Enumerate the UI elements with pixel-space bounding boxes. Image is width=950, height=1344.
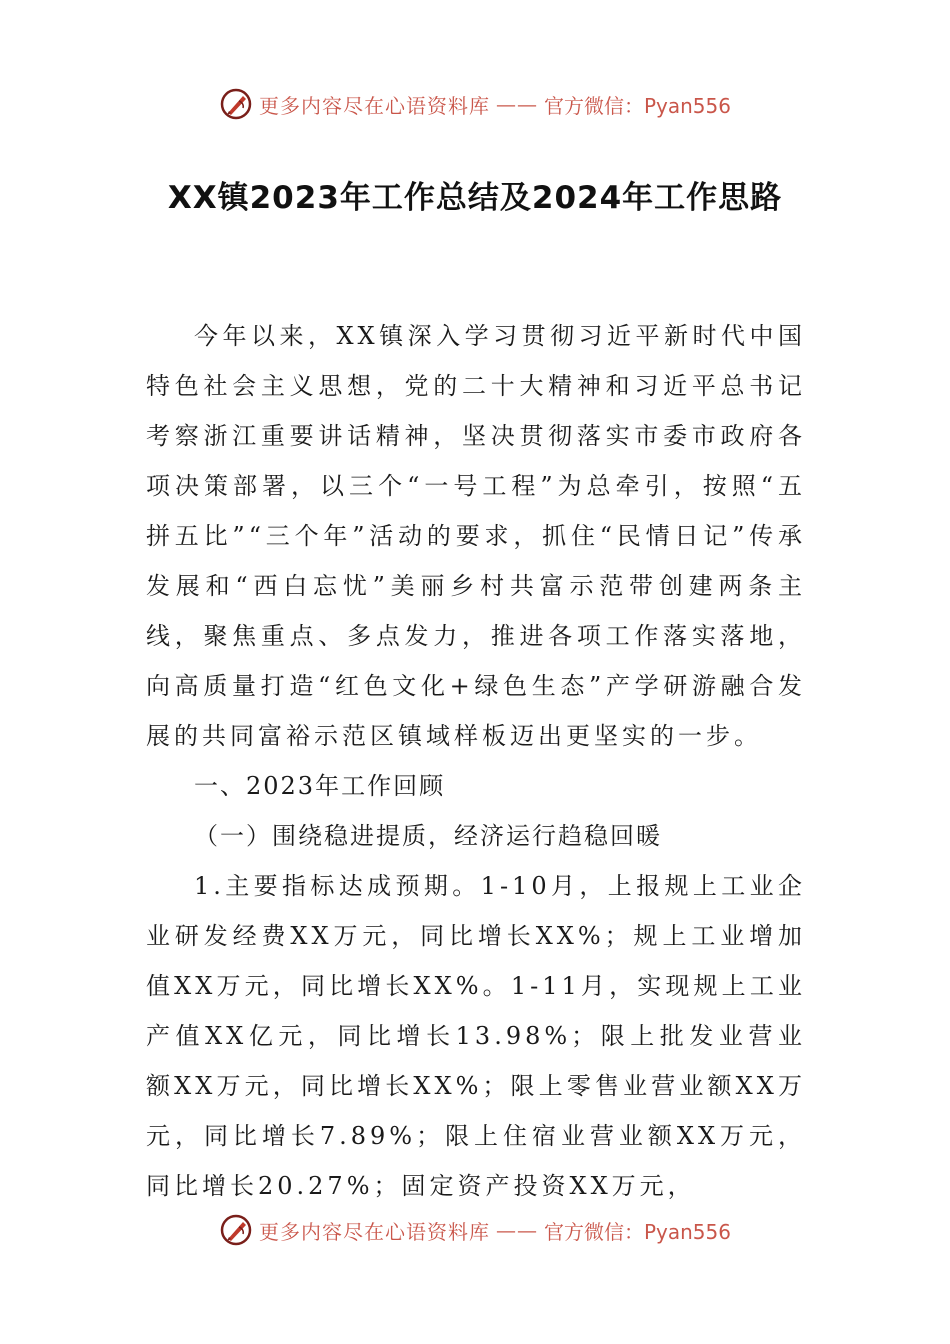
watermark-group (219, 1213, 731, 1247)
watermark-main-text: 更多内容尽在心语资料库 (258, 93, 490, 118)
intro-paragraph: 今年以来，XX镇深入学习贯彻习近平新时代中国特色社会主义思想，党的二十大精神和习近平总书记考察浙江重要讲话精神，坚决贯彻落实市委市政府各项决策部署，以三个“一号工程”为总牵引，按照“五拼五比”“三个年”活动的要求，抓住“民情日记”传承发展和“西白忘忧”美丽乡村共富示范带创建两条主线，聚焦重点、多点发力，推进各项工作落实落地，向高质量打造“红色文化+绿色生态”产学研游融合发展的共同富裕示范区镇域样板迈出更坚实的一步。 (146, 322, 806, 750)
document-title: XX镇2023年工作总结及2024年工作思路 (167, 180, 783, 216)
watermark-dash: —— (495, 1218, 538, 1242)
document-body (146, 311, 806, 1211)
watermark-group (219, 87, 731, 121)
watermark-sub-text: 官方微信：Pyan556 (543, 93, 731, 118)
subsection-heading: （一）围绕稳进提质，经济运行趋稳回暖 (194, 822, 662, 850)
quill-pen-logo-icon (219, 87, 253, 121)
section-heading: 一、2023年工作回顾 (194, 772, 446, 800)
watermark-main-text: 更多内容尽在心语资料库 (258, 1219, 490, 1244)
watermark-sub-text: 官方微信：Pyan556 (543, 1219, 731, 1244)
watermark-dash: —— (495, 92, 538, 116)
quill-pen-logo-icon (219, 1213, 253, 1247)
item-paragraph: 1.主要指标达成预期。1-10月，上报规上工业企业研发经费XX万元，同比增长XX%；规上工业增加值XX万元，同比增长XX%。1-11月，实现规上工业产值XX亿元，同比增长13.98%；限上批发业营业额XX万元，同比增长XX%；限上零售业营业额XX万元，同比增长7.89%；限上住宿业营业额XX万元，同比增长20.27%；固定资产投资XX万元， (146, 872, 806, 1200)
watermark-banner-top (0, 84, 950, 124)
watermark-banner-bottom (0, 1210, 950, 1250)
